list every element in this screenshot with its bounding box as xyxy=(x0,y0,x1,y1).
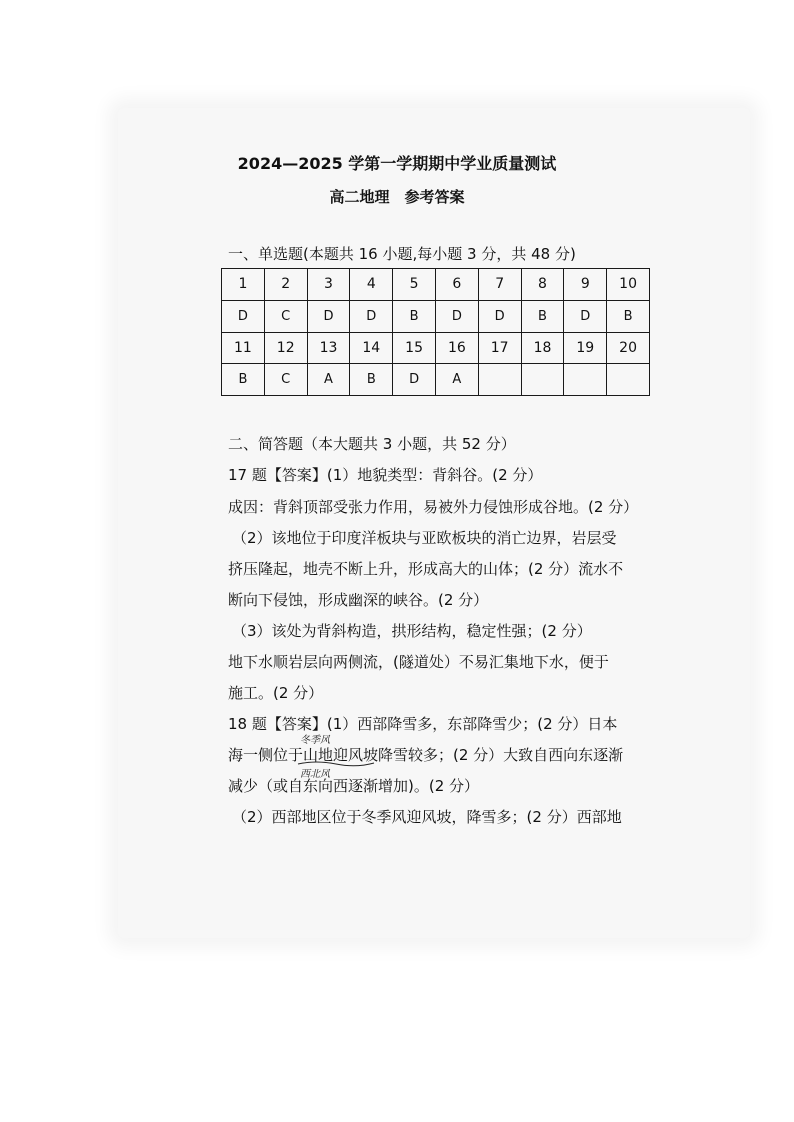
document-title: 2024—2025 学第一学期期中学业质量测试 xyxy=(237,154,557,173)
question-number-cell: 16 xyxy=(435,332,478,364)
question-number-cell: 6 xyxy=(435,269,478,301)
q17-answer-line: 断向下侵蚀，形成幽深的峡谷。(2 分） xyxy=(228,591,489,609)
q17-answer-line: （2）该地位于印度洋板块与亚欧板块的消亡边界，岩层受 xyxy=(232,529,617,547)
question-number-cell: 13 xyxy=(307,332,350,364)
answer-cell: D xyxy=(435,300,478,332)
document-subtitle: 高二地理 参考答案 xyxy=(329,188,465,206)
handwritten-note-above: 冬季风 xyxy=(300,735,330,746)
answer-table xyxy=(221,268,650,396)
answer-cell xyxy=(607,364,650,396)
question-number-cell: 8 xyxy=(521,269,564,301)
answer-cell: D xyxy=(393,364,436,396)
answer-cell xyxy=(521,364,564,396)
question-number-cell: 7 xyxy=(478,269,521,301)
q18-answer-line: 减少（或自东向西逐渐增加)。(2 分） xyxy=(228,777,480,795)
question-number-cell: 14 xyxy=(350,332,393,364)
q17-answer-line: 施工。(2 分） xyxy=(228,684,324,702)
question-number-cell: 15 xyxy=(393,332,436,364)
question-number-row xyxy=(222,332,650,364)
q18-answer-line: 海一侧位于山地迎风坡降雪较多；(2 分）大致自西向东逐渐 xyxy=(228,746,624,764)
handwritten-underline xyxy=(296,758,376,770)
answer-row xyxy=(222,300,650,332)
question-number-cell: 17 xyxy=(478,332,521,364)
answer-row xyxy=(222,364,650,396)
question-number-cell: 4 xyxy=(350,269,393,301)
q17-answer-line: 地下水顺岩层向两侧流，(隧道处）不易汇集地下水，便于 xyxy=(228,653,609,671)
answer-cell: D xyxy=(307,300,350,332)
section1-heading: 一、单选题(本题共 16 小题,每小题 3 分，共 48 分) xyxy=(228,245,576,263)
answer-cell: B xyxy=(607,300,650,332)
question-number-cell: 2 xyxy=(264,269,307,301)
answer-cell: A xyxy=(307,364,350,396)
answer-cell: D xyxy=(478,300,521,332)
question-number-cell: 1 xyxy=(222,269,265,301)
answer-cell: A xyxy=(435,364,478,396)
question-number-cell: 5 xyxy=(393,269,436,301)
question-number-row xyxy=(222,269,650,301)
handwritten-note-below: 西北风 xyxy=(300,769,330,780)
question-number-cell: 12 xyxy=(264,332,307,364)
question-number-cell: 11 xyxy=(222,332,265,364)
question-number-cell: 3 xyxy=(307,269,350,301)
q17-answer-line: 17 题【答案】(1）地貌类型：背斜谷。(2 分） xyxy=(228,466,543,484)
q17-answer-line: 挤压隆起，地壳不断上升，形成高大的山体；(2 分）流水不 xyxy=(228,560,624,578)
answer-cell xyxy=(564,364,607,396)
question-number-cell: 20 xyxy=(607,332,650,364)
answer-cell: B xyxy=(222,364,265,396)
answer-cell xyxy=(478,364,521,396)
section2-heading: 二、简答题（本大题共 3 小题，共 52 分） xyxy=(228,435,516,453)
answer-cell: C xyxy=(264,364,307,396)
question-number-cell: 10 xyxy=(607,269,650,301)
question-number-cell: 19 xyxy=(564,332,607,364)
answer-cell: C xyxy=(264,300,307,332)
answer-cell: B xyxy=(393,300,436,332)
q17-answer-line: 成因：背斜顶部受张力作用，易被外力侵蚀形成谷地。(2 分） xyxy=(228,498,639,516)
question-number-cell: 9 xyxy=(564,269,607,301)
q18-answer-line: 18 题【答案】(1）西部降雪多，东部降雪少；(2 分）日本 xyxy=(228,715,618,733)
answer-cell: B xyxy=(521,300,564,332)
answer-cell: D xyxy=(350,300,393,332)
q18-answer-line: （2）西部地区位于冬季风迎风坡，降雪多；(2 分）西部地 xyxy=(232,808,622,826)
question-number-cell: 18 xyxy=(521,332,564,364)
answer-cell: D xyxy=(564,300,607,332)
answer-cell: B xyxy=(350,364,393,396)
q17-answer-line: （3）该处为背斜构造，拱形结构，稳定性强；(2 分） xyxy=(232,622,592,640)
answer-cell: D xyxy=(222,300,265,332)
